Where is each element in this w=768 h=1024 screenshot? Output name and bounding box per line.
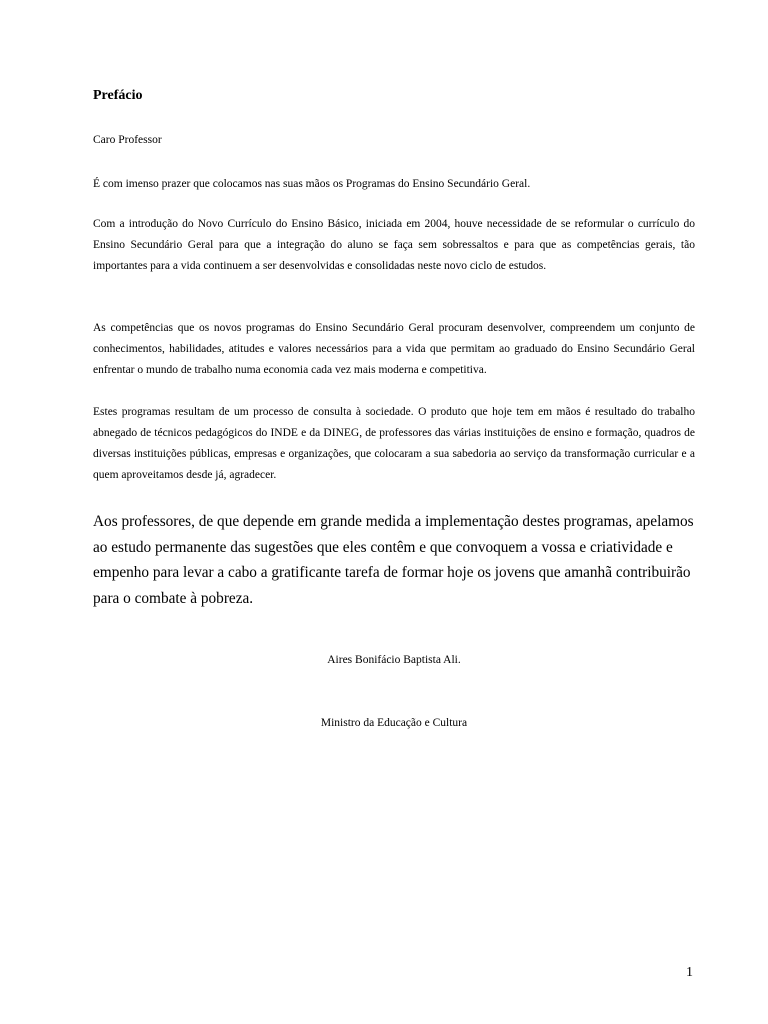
signature-name: Aires Bonifácio Baptista Ali. xyxy=(327,654,461,666)
paragraph-teachers-appeal: Aos professores, de que depende em grande medida a implementação destes programas, apelamos ao estudo permanente das sugestões que eles contêm e que convoquem a vossa e criatividade e empenho para levar a cabo a gratificante tarefa de formar hoje os jovens que amanhã contribuirão para o combate à pobreza. xyxy=(93,513,694,607)
salutation: Caro Professor xyxy=(93,134,162,146)
paragraph-competencies: As competências que os novos programas do Ensino Secundário Geral procuram desenvolver, compreendem um conjunto de conhecimentos, habilidades, atitudes e valores necessários para a vida que permitam ao graduado do Ensino Secundário Geral enfrentar o mundo de trabalho numa economia cada vez mais moderna e competitiva. xyxy=(93,322,695,376)
page-title: Prefácio xyxy=(93,88,143,103)
paragraph-intro: É com imenso prazer que colocamos nas suas mãos os Programas do Ensino Secundário Geral. xyxy=(93,178,531,190)
signature-role: Ministro da Educação e Cultura xyxy=(320,717,468,729)
paragraph-curriculum: Com a introdução do Novo Currículo do Ensino Básico, iniciada em 2004, houve necessidade de se reformular o currículo do Ensino Secundário Geral para que a integração do aluno se faça sem sobressaltos e para que as competências gerais, tão importantes para a vida continuem a ser desenvolvidas e consolidadas neste novo ciclo de estudos. xyxy=(93,218,695,272)
paragraph-consultation: Estes programas resultam de um processo de consulta à sociedade. O produto que hoje tem em mãos é resultado do trabalho abnegado de técnicos pedagógicos do INDE e da DINEG, de professores das várias instituições de ensino e formação, quadros de diversas instituições públicas, empresas e organizações, que colocaram a sua sabedoria ao serviço da transformação curricular e a quem aproveitamos desde já, agradecer. xyxy=(93,406,695,481)
page-number: 1 xyxy=(686,965,693,980)
